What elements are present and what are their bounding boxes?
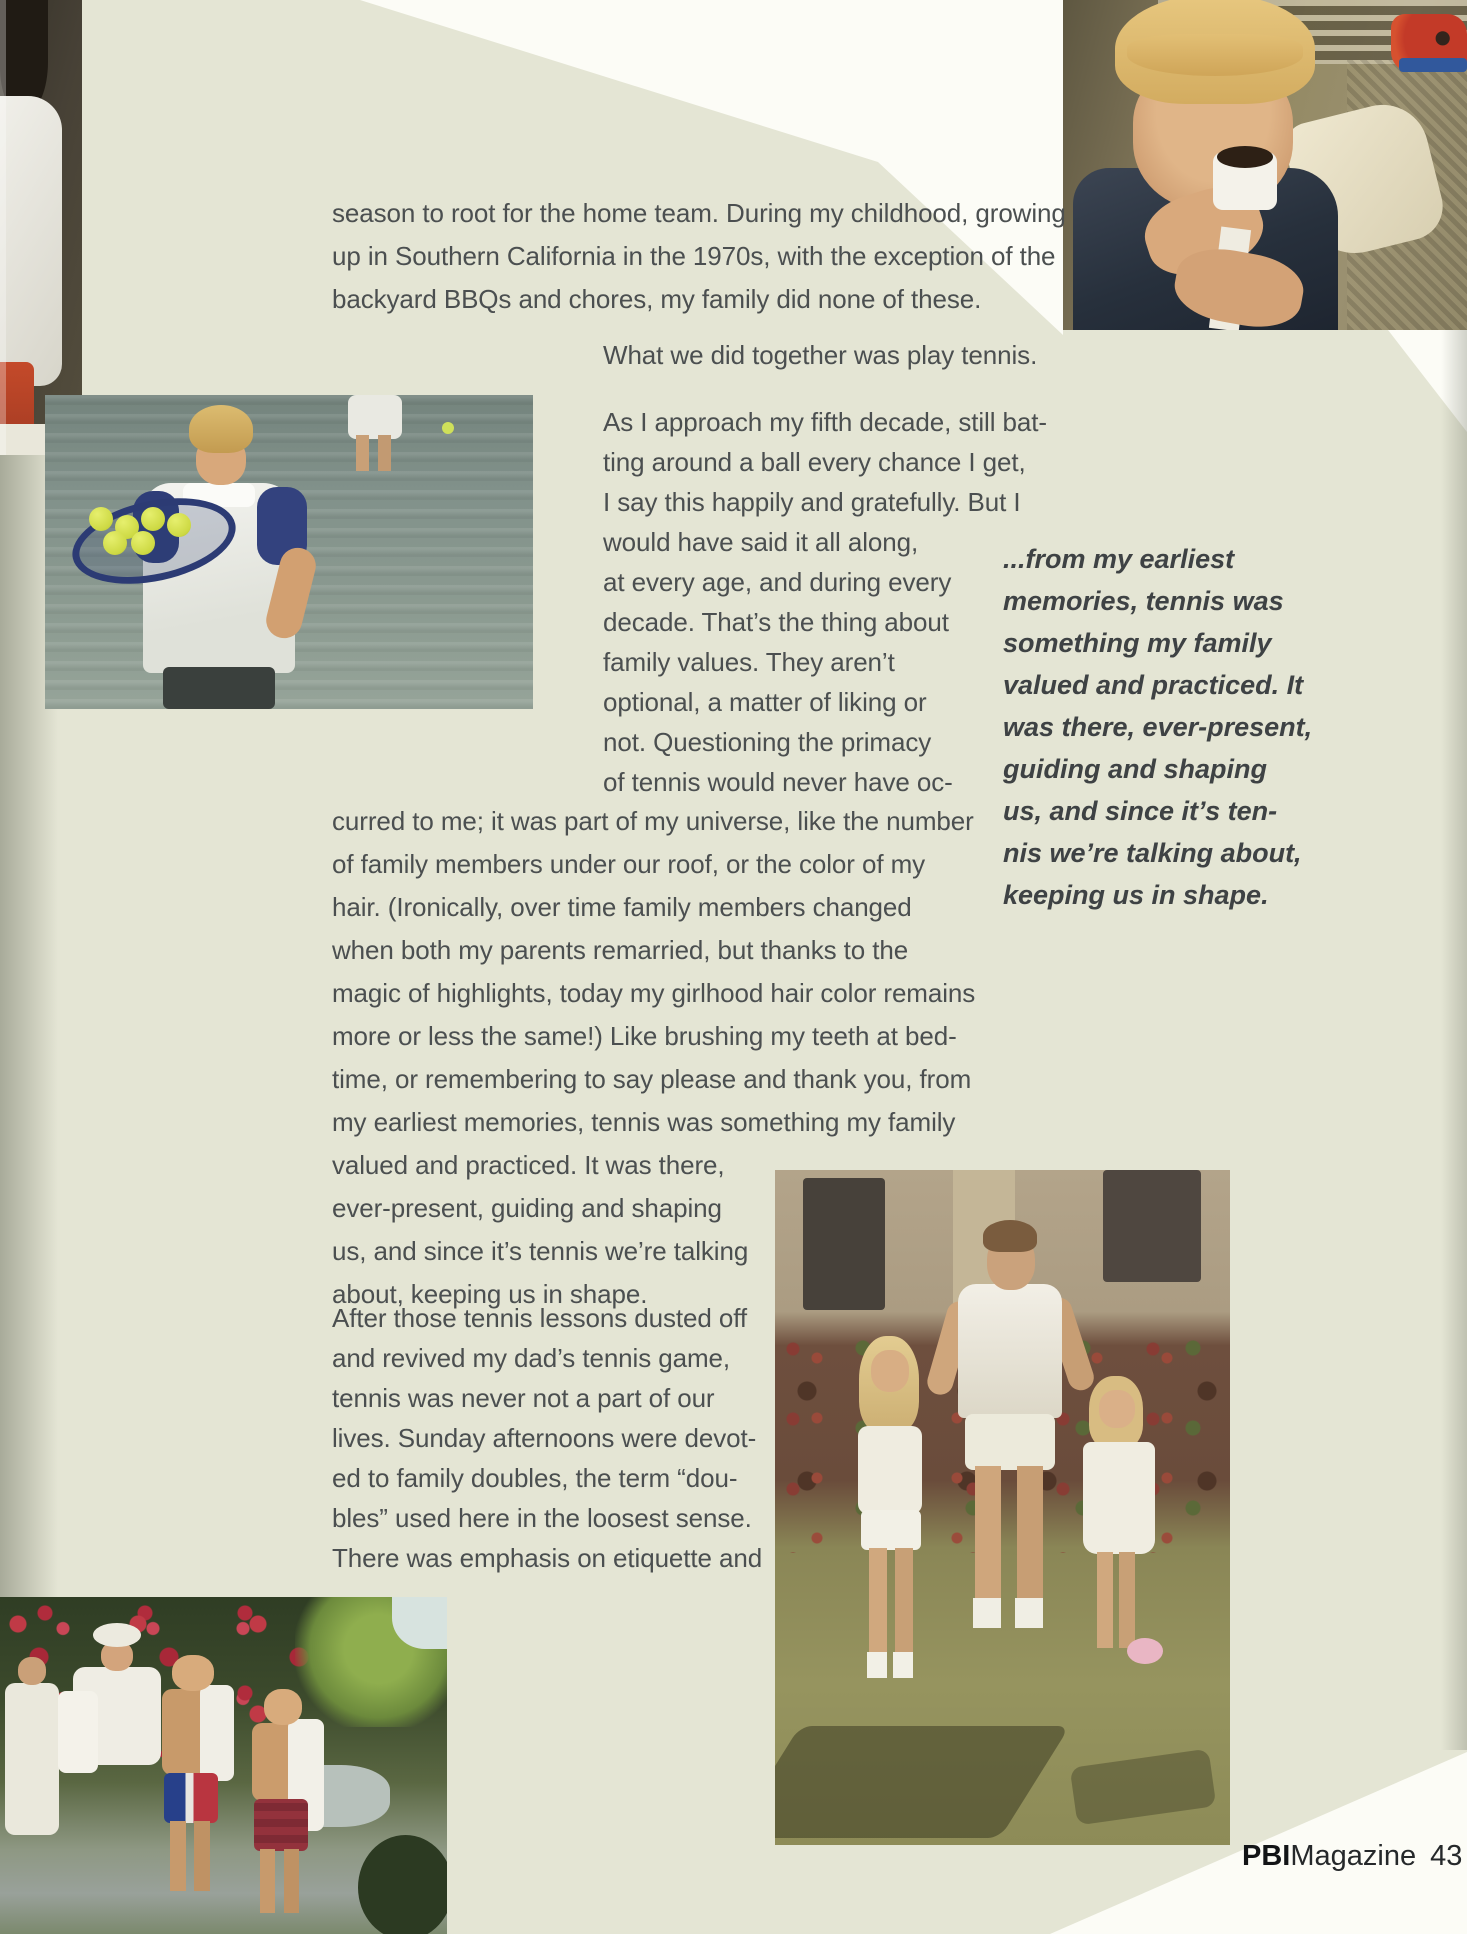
background-player-leg-shape [356, 435, 369, 471]
paragraph-family-doubles [332, 1298, 762, 1578]
right-edge-shadow [1441, 330, 1467, 1750]
text-line: up in Southern California in the 1970s, with the exception of the [332, 241, 1056, 271]
tennis-ball-shape [442, 422, 454, 434]
magazine-brand-bold: PBI [1242, 1840, 1291, 1872]
page-number: 43 [1430, 1840, 1463, 1872]
girl-leg-shape [869, 1548, 887, 1656]
text-line: lives. Sunday afternoons were devot- [332, 1423, 757, 1453]
girl-leg-shape [1119, 1552, 1135, 1648]
text-line: curred to me; it was part of my universe, like the number [332, 806, 974, 836]
text-line: tennis was never not a part of our [332, 1383, 715, 1413]
text-line: decade. That’s the thing about [603, 607, 949, 637]
paragraph-main-indented [603, 402, 1047, 802]
left-edge-partial-photo [0, 0, 82, 455]
text-line: nis we’re talking about, [1003, 838, 1302, 868]
text-line: and revived my dad’s tennis game, [332, 1343, 730, 1373]
text-line: something my family [1003, 628, 1272, 658]
magazine-brand-rest: Magazine [1290, 1840, 1417, 1872]
father-leg-shape [975, 1466, 1001, 1604]
text-line: ting around a ball every chance I get, [603, 447, 1026, 477]
girl-shorts-shape [861, 1510, 921, 1550]
tennis-ball-shape [89, 507, 113, 531]
text-line: What we did together was play tennis. [603, 340, 1038, 370]
text-line: at every age, and during every [603, 567, 952, 597]
kid-face-shape [172, 1655, 214, 1691]
house-window-shape [1103, 1170, 1201, 1282]
boy-blond-hair-shape [189, 405, 253, 453]
father-leg-shape [1017, 1466, 1043, 1604]
tennis-ball-shape [167, 513, 191, 537]
dark-shorts-shape [163, 667, 275, 709]
girl-tennis-dress-shape [1083, 1442, 1155, 1554]
kid-towel-wrap-shape [5, 1683, 59, 1835]
tennis-ball-shape [103, 531, 127, 555]
girl-face-shape [871, 1350, 909, 1392]
text-line: magic of highlights, today my girlhood hair color remains [332, 978, 976, 1008]
text-line: valued and practiced. It [1003, 670, 1304, 700]
text-line: As I approach my fifth decade, still bat- [603, 407, 1047, 437]
boy-fringe-shape [1127, 34, 1303, 76]
white-shirt-shape [0, 96, 62, 386]
text-line: valued and practiced. It was there, [332, 1150, 725, 1180]
tape-roll-opening-shape [1217, 146, 1273, 168]
text-line: my earliest memories, tennis was something my family [332, 1107, 956, 1137]
background-player-shape [348, 395, 402, 439]
cast-shadow-shape [775, 1726, 1070, 1838]
towel-over-arm-shape [58, 1691, 98, 1773]
text-line: memories, tennis was [1003, 586, 1284, 616]
text-line: about, keeping us in shape. [332, 1279, 648, 1309]
text-line: season to root for the home team. During my childhood, growing [332, 198, 1066, 228]
cast-shadow-shape [1070, 1749, 1217, 1826]
white-sock-shape [1015, 1598, 1043, 1628]
text-line: when both my parents remarried, but thanks to the [332, 935, 909, 965]
text-line: After those tennis lessons dusted off [332, 1303, 747, 1333]
text-line: of family members under our roof, or the color of my [332, 849, 926, 879]
blue-toy-edge-shape [1399, 58, 1467, 72]
girl-leg-shape [1097, 1552, 1113, 1648]
girl-leg-shape [895, 1548, 913, 1656]
text-line: us, and since it’s tennis we’re talking [332, 1236, 749, 1266]
kid-leg-shape [284, 1849, 299, 1913]
dark-bush-shape [358, 1835, 447, 1934]
text-line: family values. They aren’t [603, 647, 895, 677]
kid-towel-shape [200, 1685, 234, 1781]
page-footer [1242, 1840, 1462, 1873]
paragraph-tennis [603, 334, 1037, 377]
photo-father-two-daughters [775, 1170, 1230, 1845]
text-line: optional, a matter of liking or [603, 687, 927, 717]
father-hair-shape [983, 1220, 1037, 1252]
text-line: of tennis would never have oc- [603, 767, 953, 797]
text-line: keeping us in shape. [1003, 880, 1269, 910]
text-line: hair. (Ironically, over time family members changed [332, 892, 912, 922]
kid-patterned-shorts-shape [254, 1799, 308, 1851]
page-edge-highlight [0, 0, 6, 455]
text-line: guiding and shaping [1003, 754, 1267, 784]
tennis-ball-shape [131, 531, 155, 555]
kid-leg-shape [170, 1821, 186, 1891]
text-line: ed to family doubles, the term “dou- [332, 1463, 738, 1493]
text-line: us, and since it’s ten- [1003, 796, 1278, 826]
white-sock-shape [867, 1652, 887, 1678]
text-line: ever-present, guiding and shaping [332, 1193, 722, 1223]
kid-leg-shape [260, 1849, 275, 1913]
photo-boy-taping-grip [1063, 0, 1467, 330]
father-shorts-shape [965, 1414, 1055, 1470]
white-sock-shape [893, 1652, 913, 1678]
pink-visor-shape [1127, 1638, 1163, 1664]
text-line: ...from my earliest [1003, 544, 1235, 574]
father-white-shirt-shape [958, 1284, 1062, 1418]
girl-tennis-top-shape [858, 1426, 922, 1514]
text-line: more or less the same!) Like brushing my teeth at bed- [332, 1021, 957, 1051]
white-hat-shape [93, 1623, 141, 1647]
photo-boy-racket-of-balls [45, 395, 533, 709]
house-window-shape [803, 1178, 885, 1310]
kid-face-shape [18, 1657, 46, 1685]
text-line: There was emphasis on etiquette and [332, 1543, 763, 1573]
text-line: would have said it all along, [603, 527, 919, 557]
white-sock-shape [973, 1598, 1001, 1628]
text-line: I say this happily and gratefully. But I [603, 487, 1021, 517]
text-line: bles” used here in the loosest sense. [332, 1503, 752, 1533]
paragraph-intro [332, 192, 1066, 321]
text-line: was there, ever-present, [1003, 712, 1313, 742]
kid-shorts-shape [164, 1773, 218, 1823]
kid-leg-shape [194, 1821, 210, 1891]
pull-quote [1003, 538, 1312, 916]
tennis-ball-shape [141, 507, 165, 531]
text-line: backyard BBQs and chores, my family did none of these. [332, 284, 982, 314]
text-line: not. Questioning the primacy [603, 727, 932, 757]
photo-family-with-towels [0, 1597, 447, 1934]
girl-face-shape [1099, 1390, 1135, 1428]
text-line: time, or remembering to say please and thank you, from [332, 1064, 972, 1094]
kid-face-shape [264, 1689, 302, 1725]
background-player-leg-shape [378, 435, 391, 471]
